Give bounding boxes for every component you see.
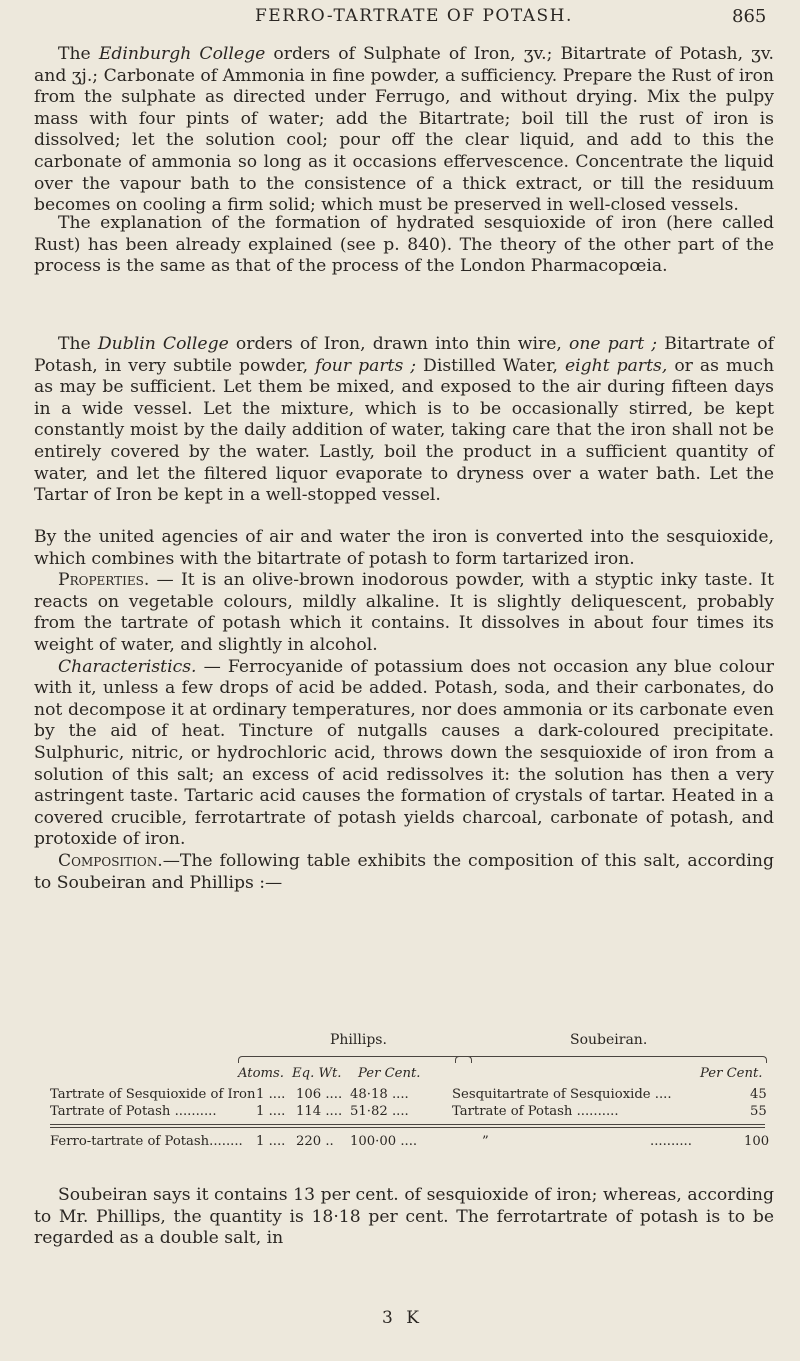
group-phillips: Phillips. — [330, 1032, 387, 1048]
brace-soubeiran — [455, 1056, 767, 1063]
paragraph-edinburgh: The Edinburgh College orders of Sulphate of Iron, ʒv.; Bitartrate of Potash, ʒv. and ʒj.; Carbonate of Ammonia in fine powder, a sufficiency. Prepare the Rust of iron from the sulphate as directed under Ferrugo, and without drying. Mix the pulpy mass with four pints of water; add the Bitartrate; boil till the rust of iron is dissolved; let the solution cool; pour off the clear liquid, and add to this the carbonate of ammonia so long as it occasions effervescence. Concentrate the liquid over the vapour bath to the consistence of a thick extract, or till the residuum becomes on cooling a firm solid; which must be preserved in well-closed vessels. — [34, 44, 775, 216]
section-heading: Composition. — [58, 850, 163, 871]
page-number: 865 — [732, 6, 767, 27]
section-heading: Properties. — [58, 570, 150, 591]
college-name: Edinburgh College — [98, 44, 266, 64]
paragraph-explanation: The explanation of the formation of hydrated sesquioxide of iron (here called Rust) has been already explained (see p. 840). The theory of the other part of the process is the same as that of the process of the London Pharmacopœia. — [34, 213, 774, 277]
properties-section: Properties. — It is an olive-brown inodorous powder, with a styptic inky taste. It reacts on vegetable colours, mildly alkaline. It is slightly deliquescent, probably from the tartrate of potash which it contains. It dissolves in about four times its weight of water, and slightly in alcohol. — [34, 570, 774, 655]
col-per-cent: Per Cent. — [358, 1066, 421, 1081]
composition-section: Composition.—The following table exhibits the composition of this salt, according to Soubeiran and Phillips :— — [34, 850, 774, 893]
paragraph-conclusion: Soubeiran says it contains 13 per cent. of sesquioxide of iron; whereas, according to Mr. Phillips, the quantity is 18·18 per cent. The ferrotartrate of potash is to be regarded as a double salt, in — [34, 1185, 774, 1249]
brace-phillips — [238, 1056, 472, 1063]
table-rule — [50, 1124, 765, 1125]
running-title: FERRO-TARTRATE OF POTASH. — [255, 6, 573, 26]
col-per-cent-soubeiran: Per Cent. — [700, 1066, 763, 1081]
intro-text: By the united agencies of air and water the iron is converted into the sesquioxide, which combines with the bitartrate of potash to form tartarized iron. — [34, 527, 774, 569]
characteristics-section: Characteristics. — Ferrocyanide of potassium does not occasion any blue colour with it, unless a few drops of acid be added. Potash, soda, and their carbonates, do not decompose it at ordinary temperatures, nor does ammonia or its carbonate even by the aid of heat. Tincture of nutgalls causes a dark-coloured precipitate. Sulphuric, nitric, or hydrochloric acid, throws down the sesquioxide of iron from a solution of this salt; an excess of acid redissolves it: the solution has then a very astringent taste. Tartaric acid causes the formation of crystals of tartar. Heated in a covered crucible, ferrotartrate of potash yields charcoal, carbonate of potash, and protoxide of iron. — [34, 656, 774, 850]
paragraph-dublin: The Dublin College orders of Iron, drawn into thin wire, one part ; Bitartrate of Potash, in very subtile powder, four parts ; Distilled Water, eight parts, or as much as may be sufficient. Let them be mixed, and exposed to the air during fifteen days in a wide vessel. Let the mixture, which is to be occasionally stirred, be kept constantly moist by the daily addition of water, taking care that the iron shall not be entirely covered by the water. Lastly, boil the product in a sufficient quantity of water, and let the filtered liquor evaporate to dryness over a water bath. Let the Tartar of Iron be kept in a well-stopped vessel. — [34, 334, 775, 506]
running-head — [0, 6, 800, 32]
composition-table: Phillips. Soubeiran. Atoms. Eq. Wt. Per Cent. Per Cent. Tartrate of Sesquioxide of Iron 1 .... 106 .... 48·18 .... Sesquitartrate of Sesquioxide .... 45 Tartrate of Potash .......... 1 .... 114 .... 51·82 .... Tartrate of Potash .......... 55 Ferro-tartrate of Potash........ 1 .... 220 .. 100·00 .... ” .......... 100 — [50, 1032, 770, 1149]
signature-mark: 3 K — [382, 1308, 423, 1328]
table-rule — [50, 1127, 765, 1128]
col-eq-wt: Eq. Wt. — [292, 1066, 342, 1081]
college-name: Dublin College — [97, 334, 229, 354]
group-soubeiran: Soubeiran. — [570, 1032, 648, 1048]
paragraph-properties — [34, 527, 774, 894]
section-heading: Characteristics. — [58, 656, 197, 677]
col-atoms: Atoms. — [238, 1066, 284, 1081]
